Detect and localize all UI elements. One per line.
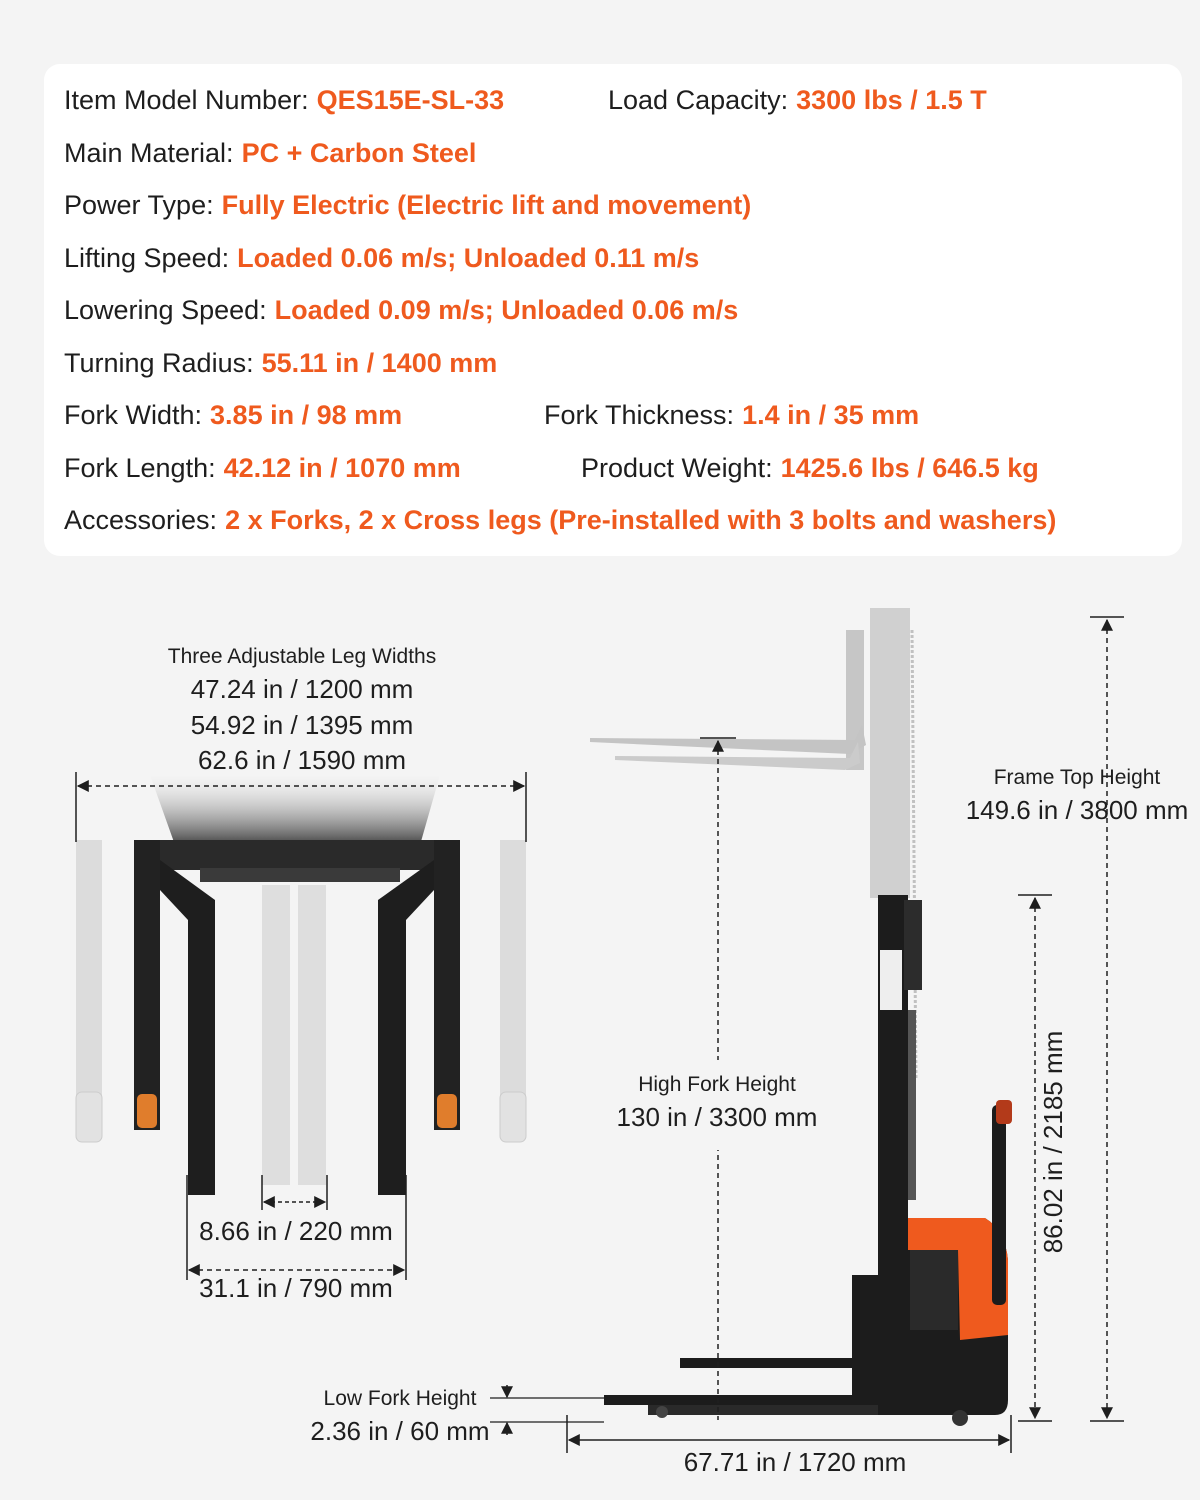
low-fork-value: 2.36 in / 60 mm — [310, 1416, 490, 1446]
ghost-fork-left — [262, 885, 290, 1185]
ghost-leg-right — [500, 840, 526, 1130]
leg-width-3: 62.6 in / 1590 mm — [197, 745, 407, 775]
cross-beam — [134, 840, 460, 870]
spec-row-material — [64, 133, 476, 173]
warning-label — [880, 950, 902, 1010]
weight-label: Product Weight: — [581, 453, 773, 483]
fork-length-label: Fork Length: — [64, 453, 216, 483]
spec-row-lifting — [64, 238, 699, 278]
high-fork-value: 130 in / 3300 mm — [616, 1102, 818, 1132]
leg-wheel-right — [437, 1094, 457, 1128]
ghost-fork-upper — [590, 725, 866, 754]
lifting-label: Lifting Speed: — [64, 243, 230, 273]
low-fork-back — [680, 1358, 852, 1368]
lowering-label: Lowering Speed: — [64, 295, 267, 325]
mast-chain — [908, 1010, 916, 1200]
lowering-value: Loaded 0.09 m/s; Unloaded 0.06 m/s — [274, 295, 739, 325]
side-view-illustration — [590, 608, 1012, 1426]
spec-row-capacity — [608, 80, 987, 120]
ghost-fork-right — [298, 885, 326, 1185]
fork-right — [378, 860, 434, 1195]
high-fork-title: High Fork Height — [638, 1073, 796, 1096]
capacity-value: 3300 lbs / 1.5 T — [796, 85, 987, 115]
fork-width-label: Fork Width: — [64, 400, 203, 430]
tiller-handle — [992, 1105, 1006, 1305]
top-view-illustration — [76, 775, 526, 1195]
material-value: PC + Carbon Steel — [241, 138, 477, 168]
accessories-label: Accessories: — [64, 505, 218, 535]
frame-top-title: Frame Top Height — [993, 766, 1161, 789]
control-panel — [910, 1250, 958, 1330]
spec-row-weight — [581, 448, 1039, 488]
dimension-diagram — [0, 560, 1200, 1500]
spec-row-model — [64, 80, 504, 120]
ghost-wheel-right — [500, 1092, 526, 1142]
power-label: Power Type: — [64, 190, 214, 220]
material-label: Main Material: — [64, 138, 234, 168]
specifications-panel — [44, 64, 1182, 556]
fork-length-value: 42.12 in / 1070 mm — [223, 453, 461, 483]
low-fork-front — [604, 1395, 904, 1405]
lifting-value: Loaded 0.06 m/s; Unloaded 0.11 m/s — [237, 243, 700, 273]
turning-value: 55.11 in / 1400 mm — [261, 348, 498, 378]
spec-row-fork-thickness — [544, 395, 919, 435]
leg-wheel-left — [137, 1094, 157, 1128]
body-height-value: 86.02 in / 2185 mm — [1038, 1030, 1068, 1254]
model-value: QES15E-SL-33 — [316, 85, 505, 115]
ghost-leg-left — [76, 840, 102, 1130]
ghost-wheel-left — [76, 1092, 102, 1142]
model-label: Item Model Number: — [64, 85, 309, 115]
support-leg — [648, 1405, 878, 1415]
spec-row-fork-width — [64, 395, 402, 435]
fork-width-value: 3.85 in / 98 mm — [210, 400, 403, 430]
fork-left — [160, 860, 215, 1195]
leg-left — [134, 840, 160, 1130]
accessories-value: 2 x Forks, 2 x Cross legs (Pre-installed with 3 bolts and washers) — [225, 505, 1057, 535]
leg-right — [434, 840, 460, 1130]
turning-label: Turning Radius: — [64, 348, 254, 378]
leg-width-2: 54.92 in / 1395 mm — [190, 710, 414, 740]
leg-width-1: 47.24 in / 1200 mm — [190, 674, 414, 704]
leg-widths-title: Three Adjustable Leg Widths — [167, 645, 437, 668]
spec-row-fork-length — [64, 448, 461, 488]
fork-gap-value: 8.66 in / 220 mm — [199, 1216, 393, 1246]
overall-length-value: 67.71 in / 1720 mm — [683, 1447, 907, 1477]
low-fork-title: Low Fork Height — [323, 1387, 477, 1410]
spec-row-turning — [64, 343, 497, 383]
fork-thickness-value: 1.4 in / 35 mm — [742, 400, 920, 430]
weight-value: 1425.6 lbs / 646.5 kg — [780, 453, 1039, 483]
carriage-plate — [200, 868, 400, 882]
drive-wheel — [952, 1410, 968, 1426]
ghost-mast — [870, 608, 910, 898]
handle-grip — [996, 1100, 1012, 1124]
power-value: Fully Electric (Electric lift and movement) — [221, 190, 752, 220]
spec-row-accessories — [64, 500, 1056, 540]
frame-top-value: 149.6 in / 3800 mm — [965, 795, 1189, 825]
fork-thickness-label: Fork Thickness: — [544, 400, 735, 430]
fork-outer-width-value: 31.1 in / 790 mm — [199, 1273, 393, 1303]
load-wheel — [656, 1406, 668, 1418]
spec-row-power — [64, 185, 751, 225]
spec-row-lowering — [64, 290, 738, 330]
mast-pulley — [904, 900, 922, 990]
fork-carriage — [852, 1275, 878, 1395]
capacity-label: Load Capacity: — [608, 85, 789, 115]
